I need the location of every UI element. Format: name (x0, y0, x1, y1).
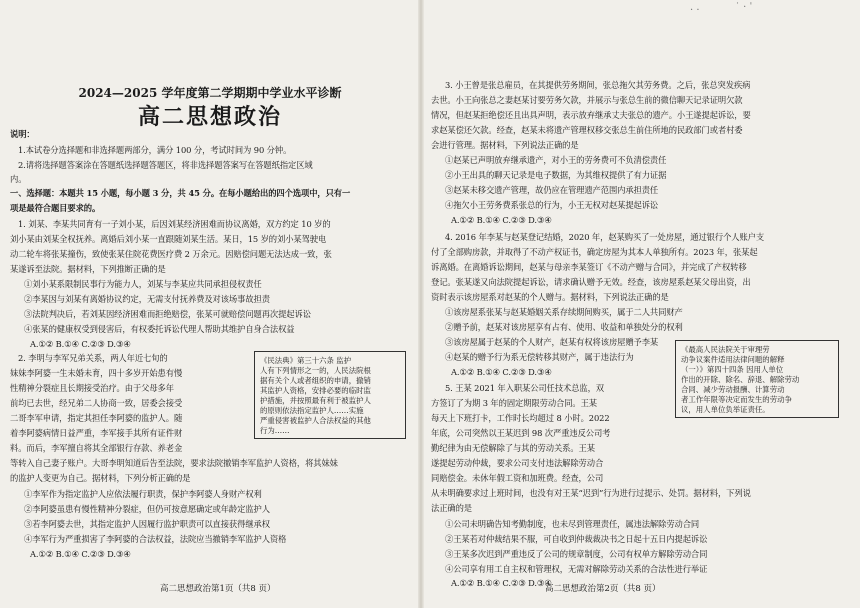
law-quote-line: 据有关个人或者组织的申请，撤销 (260, 376, 371, 385)
text-line: 同赔偿金。未休年假工资和加班费。经查，公司 (431, 473, 604, 483)
scan-speck: · · (690, 5, 700, 16)
text-line: A.①② B.①④ C.②③ D.③④ (451, 367, 552, 377)
text-line: 内。 (10, 174, 27, 184)
page-fold (418, 0, 424, 608)
text-line: 2.请将选择题答案涂在答题纸选择题答题区，将非选择题答案写在答题纸指定区域 (18, 160, 313, 170)
text-line: 付了全部购房款，并取得了不动产权证书，确定房屋为其本人单独所有。2023 年，张某起 (431, 247, 758, 257)
text-line: ③若李阿婆去世，其指定监护人因履行监护职责可以直接获得继承权 (24, 519, 270, 529)
law-quote-line: 《民法典》第三十六条 监护 (260, 356, 352, 365)
text-line: 的监护人变更为自己。据材料，下列分析正确的是 (10, 473, 191, 483)
text-line: ④赵某的赠予行为系无偿转移其财产，属于违法行为 (445, 352, 634, 362)
text-line: ④公司享有用工自主权和管理权，无需对解除劳动关系的合法性进行举证 (445, 564, 708, 574)
text-line: 5. 王某 2021 年入职某公司任技术总监，双 (445, 383, 604, 393)
text-line: 着李阿婆病情日益严重，李军接手其所有证件财 (10, 428, 183, 438)
text-line: 去世。小王向张总之妻赵某讨要劳务欠款，并展示与张总生前的微信聊天记录证明欠款 (431, 95, 743, 105)
law-quote-line: 其监护人资格，安排必要的临时监 (260, 386, 371, 395)
law-quote-line: 严重侵害被监护人合法权益的其他 (260, 416, 371, 425)
law-quote-line: （一）》第四十四条 因用人单位 (681, 365, 784, 374)
law-quote-line: 议，用人单位负举证责任。 (681, 405, 770, 414)
text-line: ①该房屋系张某与赵某婚姻关系存续期间购买，属于二人共同财产 (445, 307, 683, 317)
text-line: 登记。张某遂又向法院提起诉讼，请求确认赠予无效。经查，该房屋系赵某父母出资，出 (431, 277, 751, 287)
text-line: ②赠予前，赵某对该房屋享有占有、使用、收益和单独处分的权利 (445, 322, 683, 332)
law-quote-line: 合同、减少劳动报酬、计算劳动 (681, 385, 785, 394)
text-line: ②王某若对仲裁结果不服，可自收到仲裁裁决书之日起十五日内提起诉讼 (445, 534, 708, 544)
law-quote-line: 人有下列情形之一的，人民法院根 (260, 366, 371, 375)
text-line: ②小王出具的聊天记录是电子数据，为其维权提供了有力证据 (445, 170, 667, 180)
text-line: ④李军行为严重损害了李阿婆的合法权益，法院应当撤销李军监护人资格 (24, 534, 287, 544)
text-line: 2. 李明与李军兄弟关系，两人年近七旬的 (18, 353, 168, 363)
law-quote-line: 《最高人民法院关于审理劳 (681, 345, 770, 354)
law-quote-line: 者工作年限等决定而发生的劳动争 (681, 395, 792, 404)
text-line: 妹妹李阿婆一生未婚未育，四十多岁开始患有慢 (10, 368, 183, 378)
text-line: A.①② B.①④ C.②③ D.③④ (30, 549, 131, 559)
law-quote-line: 行为…… (260, 426, 290, 435)
text-line: ①赵某已声明放弃继承遗产，对小王的劳务费可不负清偿责任 (445, 155, 667, 165)
law-quote-line: 护措施，并按照最有利于被监护人 (260, 396, 371, 405)
left-page (0, 0, 420, 608)
text-line: 性精神分裂症且长期接受治疗。由于父母多年 (10, 383, 174, 393)
text-line: 前均已去世，经兄弟二人协商一致，居委会接受 (10, 398, 183, 408)
text-line: ④张某的健康权受到侵害后，有权委托诉讼代理人帮助其维护自身合法权益 (24, 324, 295, 334)
subject-title: 高二思想政治 (137, 105, 282, 130)
text-line: ①公司未明确告知考勤制度，也未尽到管理责任，属违法解除劳动合同 (445, 519, 700, 529)
text-line: ①李军作为指定监护人应依法履行职责，保护李阿婆人身财产权利 (24, 489, 262, 499)
page-footer: 高二思想政治第2页（共8 页） (545, 584, 661, 594)
text-line: ①刘小某系限制民事行为能力人，刘某与李某应共同承担侵权责任 (24, 279, 262, 289)
law-quote-line: 的原则依法指定监护人……实施 (260, 406, 364, 415)
law-quote-line: 动争议案件适用法律问题的解释 (681, 355, 785, 364)
text-line: 法正确的是 (431, 503, 472, 513)
text-line: 遂提起劳动仲裁，要求公司支付违法解除劳动合 (431, 458, 604, 468)
text-line: ③法院判决后，若刘某因经济困难而拒绝赔偿，张某可就赔偿问题再次提起诉讼 (24, 309, 311, 319)
exam-title: 2024—2025 学年度第二学期期中学业水平诊断 (78, 86, 342, 100)
text-line: 料。而后，李军擅自将其全部银行存款、养老金 (10, 443, 183, 453)
text-line: ③该房屋属于赵某的个人财产，赵某有权将该房屋赠予李某 (445, 337, 659, 347)
text-line: 4. 2016 年李某与赵某登记结婚，2020 年，赵某购买了一处房屋，通过银行个人账户支 (445, 232, 765, 242)
text-line: 刘小某由刘某全权抚养。离婚后刘小某一直跟随刘某生活。某日，15 岁的刘小某驾驶电 (10, 234, 327, 244)
text-line: 说明： (10, 129, 35, 139)
law-quote-line: 作出的开除、除名、辞退、解除劳动 (681, 375, 800, 384)
text-line: 动二轮车将张某撞伤，致使张某住院花费医疗费 2 万余元。因赔偿问题无法达成一致，张 (10, 249, 332, 259)
text-line: 求赵某偿还欠款。经查，赵某未将遗产管理权移交张总生前住所地的民政部门或者村委 (431, 125, 743, 135)
text-line: 一、选择题：本题共 15 小题，每小题 3 分，共 45 分。在每小题给出的四个选项中，只有一 (10, 188, 351, 198)
text-line: 从未明确要求过上班时间，也没有对王某“迟到”行为进行过提示、处罚。据材料，下列说 (431, 488, 751, 498)
law-quote-box (675, 340, 839, 418)
text-line: 1. 刘某、李某共同育有一子刘小某，后因刘某经济困难而协议离婚，双方约定 10 岁的 (18, 219, 331, 229)
text-line: 项是最符合题目要求的。 (10, 203, 101, 213)
text-line: ③王某多次迟到严重违反了公司的规章制度，公司有权单方解除劳动合同 (445, 549, 708, 559)
text-line: ④拖欠小王劳务费系张总的行为，小王无权对赵某提起诉讼 (445, 200, 659, 210)
text-line: 勤纪律为由无偿解除了与其的劳动关系。王某 (431, 443, 595, 453)
text-line: ②李阿婆虽患有慢性精神分裂症，但仍可按意愿确定或年龄定监护人 (24, 504, 270, 514)
text-line: 年底，公司突然以王某迟到 98 次严重违反公司考 (431, 428, 611, 438)
text-line: 方签订了为期 3 年的固定期限劳动合同。王某 (431, 398, 597, 408)
text-line: 情况，但赵某拒绝偿还且出具声明，表示放弃继承丈夫张总的遗产。小王遂提起诉讼，要 (431, 110, 751, 120)
text-line: 诉离婚。在离婚诉讼期间，赵某与母亲李某签订《不动产赠与合同》，并完成了产权转移 (431, 262, 747, 272)
right-page (425, 0, 860, 608)
law-quote-box (254, 351, 406, 439)
text-line: ②李某因与刘某有离婚协议约定，无需支付抚养费及对该场事故担责 (24, 294, 270, 304)
text-line: 二哥李军申请，指定其担任李阿婆的监护人。随 (10, 413, 183, 423)
text-line: ③赵某未移交遗产管理，故仍应在管理遗产范围内承担责任 (445, 185, 659, 195)
text-line: 1.本试卷分选择题和非选择题两部分，满分 100 分，考试时间为 90 分钟。 (18, 145, 292, 155)
text-line: 资时表示该房屋系对赵某的个人赠与。据材料，下列说法正确的是 (431, 292, 669, 302)
text-line: A.①② B.①④ C.②③ D.③④ (451, 578, 552, 588)
text-line: 等转入自己妻子账户。大哥李明知道后告至法院，要求法院撤销李军监护人资格，将其妹妹 (10, 458, 338, 468)
page-footer: 高二思想政治第1页（共8 页） (160, 584, 276, 594)
scan-speck: ˙ · ˈ (735, 2, 753, 13)
text-line: 3. 小王曾是张总雇员，在其提供劳务期间，张总拖欠其劳务费。之后，张总突发疾病 (445, 80, 751, 90)
text-line: 会进行管理。据材料，下列说法正确的是 (431, 140, 579, 150)
text-line: 每天上下班打卡，工作时长均超过 8 小时。2022 (431, 413, 610, 423)
text-line: A.①② B.①④ C.②③ D.③④ (30, 339, 131, 349)
text-line: 某遂诉至法院。据材料，下列推断正确的是 (10, 264, 166, 274)
text-line: A.①② B.①④ C.②③ D.③④ (451, 215, 552, 225)
